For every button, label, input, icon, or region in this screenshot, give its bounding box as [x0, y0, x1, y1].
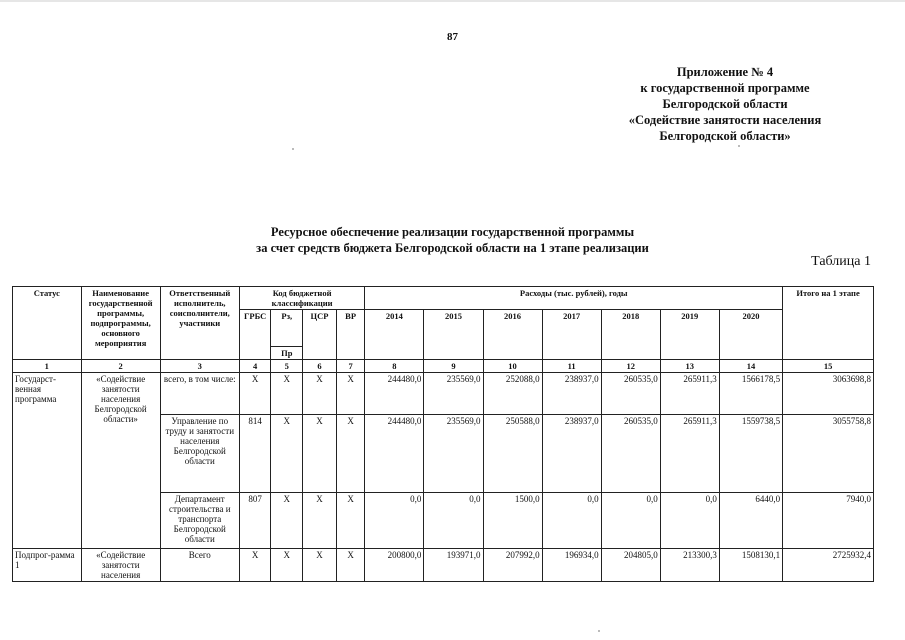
total-cell: 3063698,8	[783, 373, 874, 415]
value-cell: 244480,0	[365, 415, 424, 493]
header-rz: Рз,	[271, 310, 303, 347]
column-number: 6	[303, 360, 337, 373]
value-cell: 0,0	[542, 493, 601, 549]
table-label: Таблица 1	[811, 254, 871, 269]
vr-cell: X	[336, 493, 364, 549]
document-title	[0, 224, 905, 256]
header-total: Итого на 1 этапе	[783, 287, 874, 360]
page-number: 87	[447, 31, 458, 43]
csr-cell: X	[303, 549, 337, 582]
grbs-cell: 814	[239, 415, 271, 493]
header-year: 2019	[660, 310, 719, 360]
header-year: 2016	[483, 310, 542, 360]
top-border-line	[0, 0, 905, 2]
header-expenses: Расходы (тыс. рублей), годы	[365, 287, 783, 310]
column-number: 7	[336, 360, 364, 373]
executor-cell: всего, в том числе:	[160, 373, 239, 415]
header-row	[13, 287, 874, 310]
table-row	[13, 549, 874, 582]
value-cell: 193971,0	[424, 549, 483, 582]
status-cell: Государст-венная программа	[13, 373, 82, 549]
value-cell: 260535,0	[601, 373, 660, 415]
column-number: 11	[542, 360, 601, 373]
column-number: 1	[13, 360, 82, 373]
column-number: 8	[365, 360, 424, 373]
value-cell: 244480,0	[365, 373, 424, 415]
total-cell: 2725932,4	[783, 549, 874, 582]
value-cell: 260535,0	[601, 415, 660, 493]
total-cell: 7940,0	[783, 493, 874, 549]
grbs-cell: X	[239, 549, 271, 582]
value-cell: 1559738,5	[719, 415, 782, 493]
value-cell: 265911,3	[660, 415, 719, 493]
header-name: Наименование государственной программы, подпрограммы, основного мероприятия	[81, 287, 160, 360]
value-cell: 0,0	[660, 493, 719, 549]
value-cell: 235569,0	[424, 415, 483, 493]
header-grbs: ГРБС	[239, 310, 271, 360]
header-csr: ЦСР	[303, 310, 337, 360]
value-cell: 1508130,1	[719, 549, 782, 582]
header-vr: ВР	[336, 310, 364, 360]
value-cell: 200800,0	[365, 549, 424, 582]
vr-cell: X	[336, 415, 364, 493]
csr-cell: X	[303, 415, 337, 493]
column-number: 2	[81, 360, 160, 373]
appendix-line: Приложение № 4	[676, 65, 774, 79]
value-cell: 196934,0	[542, 549, 601, 582]
header-year: 2017	[542, 310, 601, 360]
header-budget-code: Код бюджетной классификации	[239, 287, 365, 310]
table-row	[13, 373, 874, 415]
appendix-heading	[595, 64, 855, 144]
value-cell: 204805,0	[601, 549, 660, 582]
value-cell: 6440,0	[719, 493, 782, 549]
header-pr: Пр	[271, 347, 303, 360]
column-number: 9	[424, 360, 483, 373]
name-cell: «Содействие занятости населения	[81, 549, 160, 582]
header-year: 2020	[719, 310, 782, 360]
name-cell: «Содействие занятости населения Белгородской области»	[81, 373, 160, 549]
value-cell: 252088,0	[483, 373, 542, 415]
rzpr-cell: X	[271, 549, 303, 582]
rzpr-cell: X	[271, 373, 303, 415]
header-year: 2015	[424, 310, 483, 360]
value-cell: 238937,0	[542, 373, 601, 415]
value-cell: 265911,3	[660, 373, 719, 415]
appendix-line: к государственной программе	[640, 81, 810, 95]
column-number: 12	[601, 360, 660, 373]
column-number: 13	[660, 360, 719, 373]
csr-cell: X	[303, 373, 337, 415]
scan-speck	[292, 148, 294, 150]
title-line: за счет средств бюджета Белгородской области на 1 этапе реализации	[256, 241, 649, 255]
appendix-line: «Содействие занятости населения	[628, 113, 822, 127]
value-cell: 1500,0	[483, 493, 542, 549]
value-cell: 0,0	[424, 493, 483, 549]
column-number: 3	[160, 360, 239, 373]
executor-cell: Департамент строительства и транспорта Белгородской области	[160, 493, 239, 549]
vr-cell: X	[336, 549, 364, 582]
executor-cell: Управление по труду и занятости населения Белгородской области	[160, 415, 239, 493]
vr-cell: X	[336, 373, 364, 415]
column-number-row	[13, 360, 874, 373]
rzpr-cell: X	[271, 493, 303, 549]
value-cell: 235569,0	[424, 373, 483, 415]
value-cell: 1566178,5	[719, 373, 782, 415]
column-number: 15	[783, 360, 874, 373]
grbs-cell: 807	[239, 493, 271, 549]
value-cell: 250588,0	[483, 415, 542, 493]
total-cell: 3055758,8	[783, 415, 874, 493]
scan-speck	[598, 630, 600, 632]
status-cell: Подпрог-рамма 1	[13, 549, 82, 582]
value-cell: 0,0	[365, 493, 424, 549]
column-number: 4	[239, 360, 271, 373]
header-year: 2014	[365, 310, 424, 360]
value-cell: 207992,0	[483, 549, 542, 582]
header-year: 2018	[601, 310, 660, 360]
header-executor: Ответственный исполнитель, соисполнители, участники	[160, 287, 239, 360]
value-cell: 0,0	[601, 493, 660, 549]
title-line: Ресурсное обеспечение реализации государственной программы	[270, 225, 635, 239]
appendix-line: Белгородской области»	[659, 129, 791, 143]
value-cell: 238937,0	[542, 415, 601, 493]
column-number: 14	[719, 360, 782, 373]
column-number: 5	[271, 360, 303, 373]
resource-table	[12, 286, 874, 582]
grbs-cell: X	[239, 373, 271, 415]
appendix-line: Белгородской области	[662, 97, 788, 111]
column-number: 10	[483, 360, 542, 373]
value-cell: 213300,3	[660, 549, 719, 582]
rzpr-cell: X	[271, 415, 303, 493]
csr-cell: X	[303, 493, 337, 549]
scan-speck	[738, 145, 740, 147]
header-status: Статус	[13, 287, 82, 360]
executor-cell: Всего	[160, 549, 239, 582]
